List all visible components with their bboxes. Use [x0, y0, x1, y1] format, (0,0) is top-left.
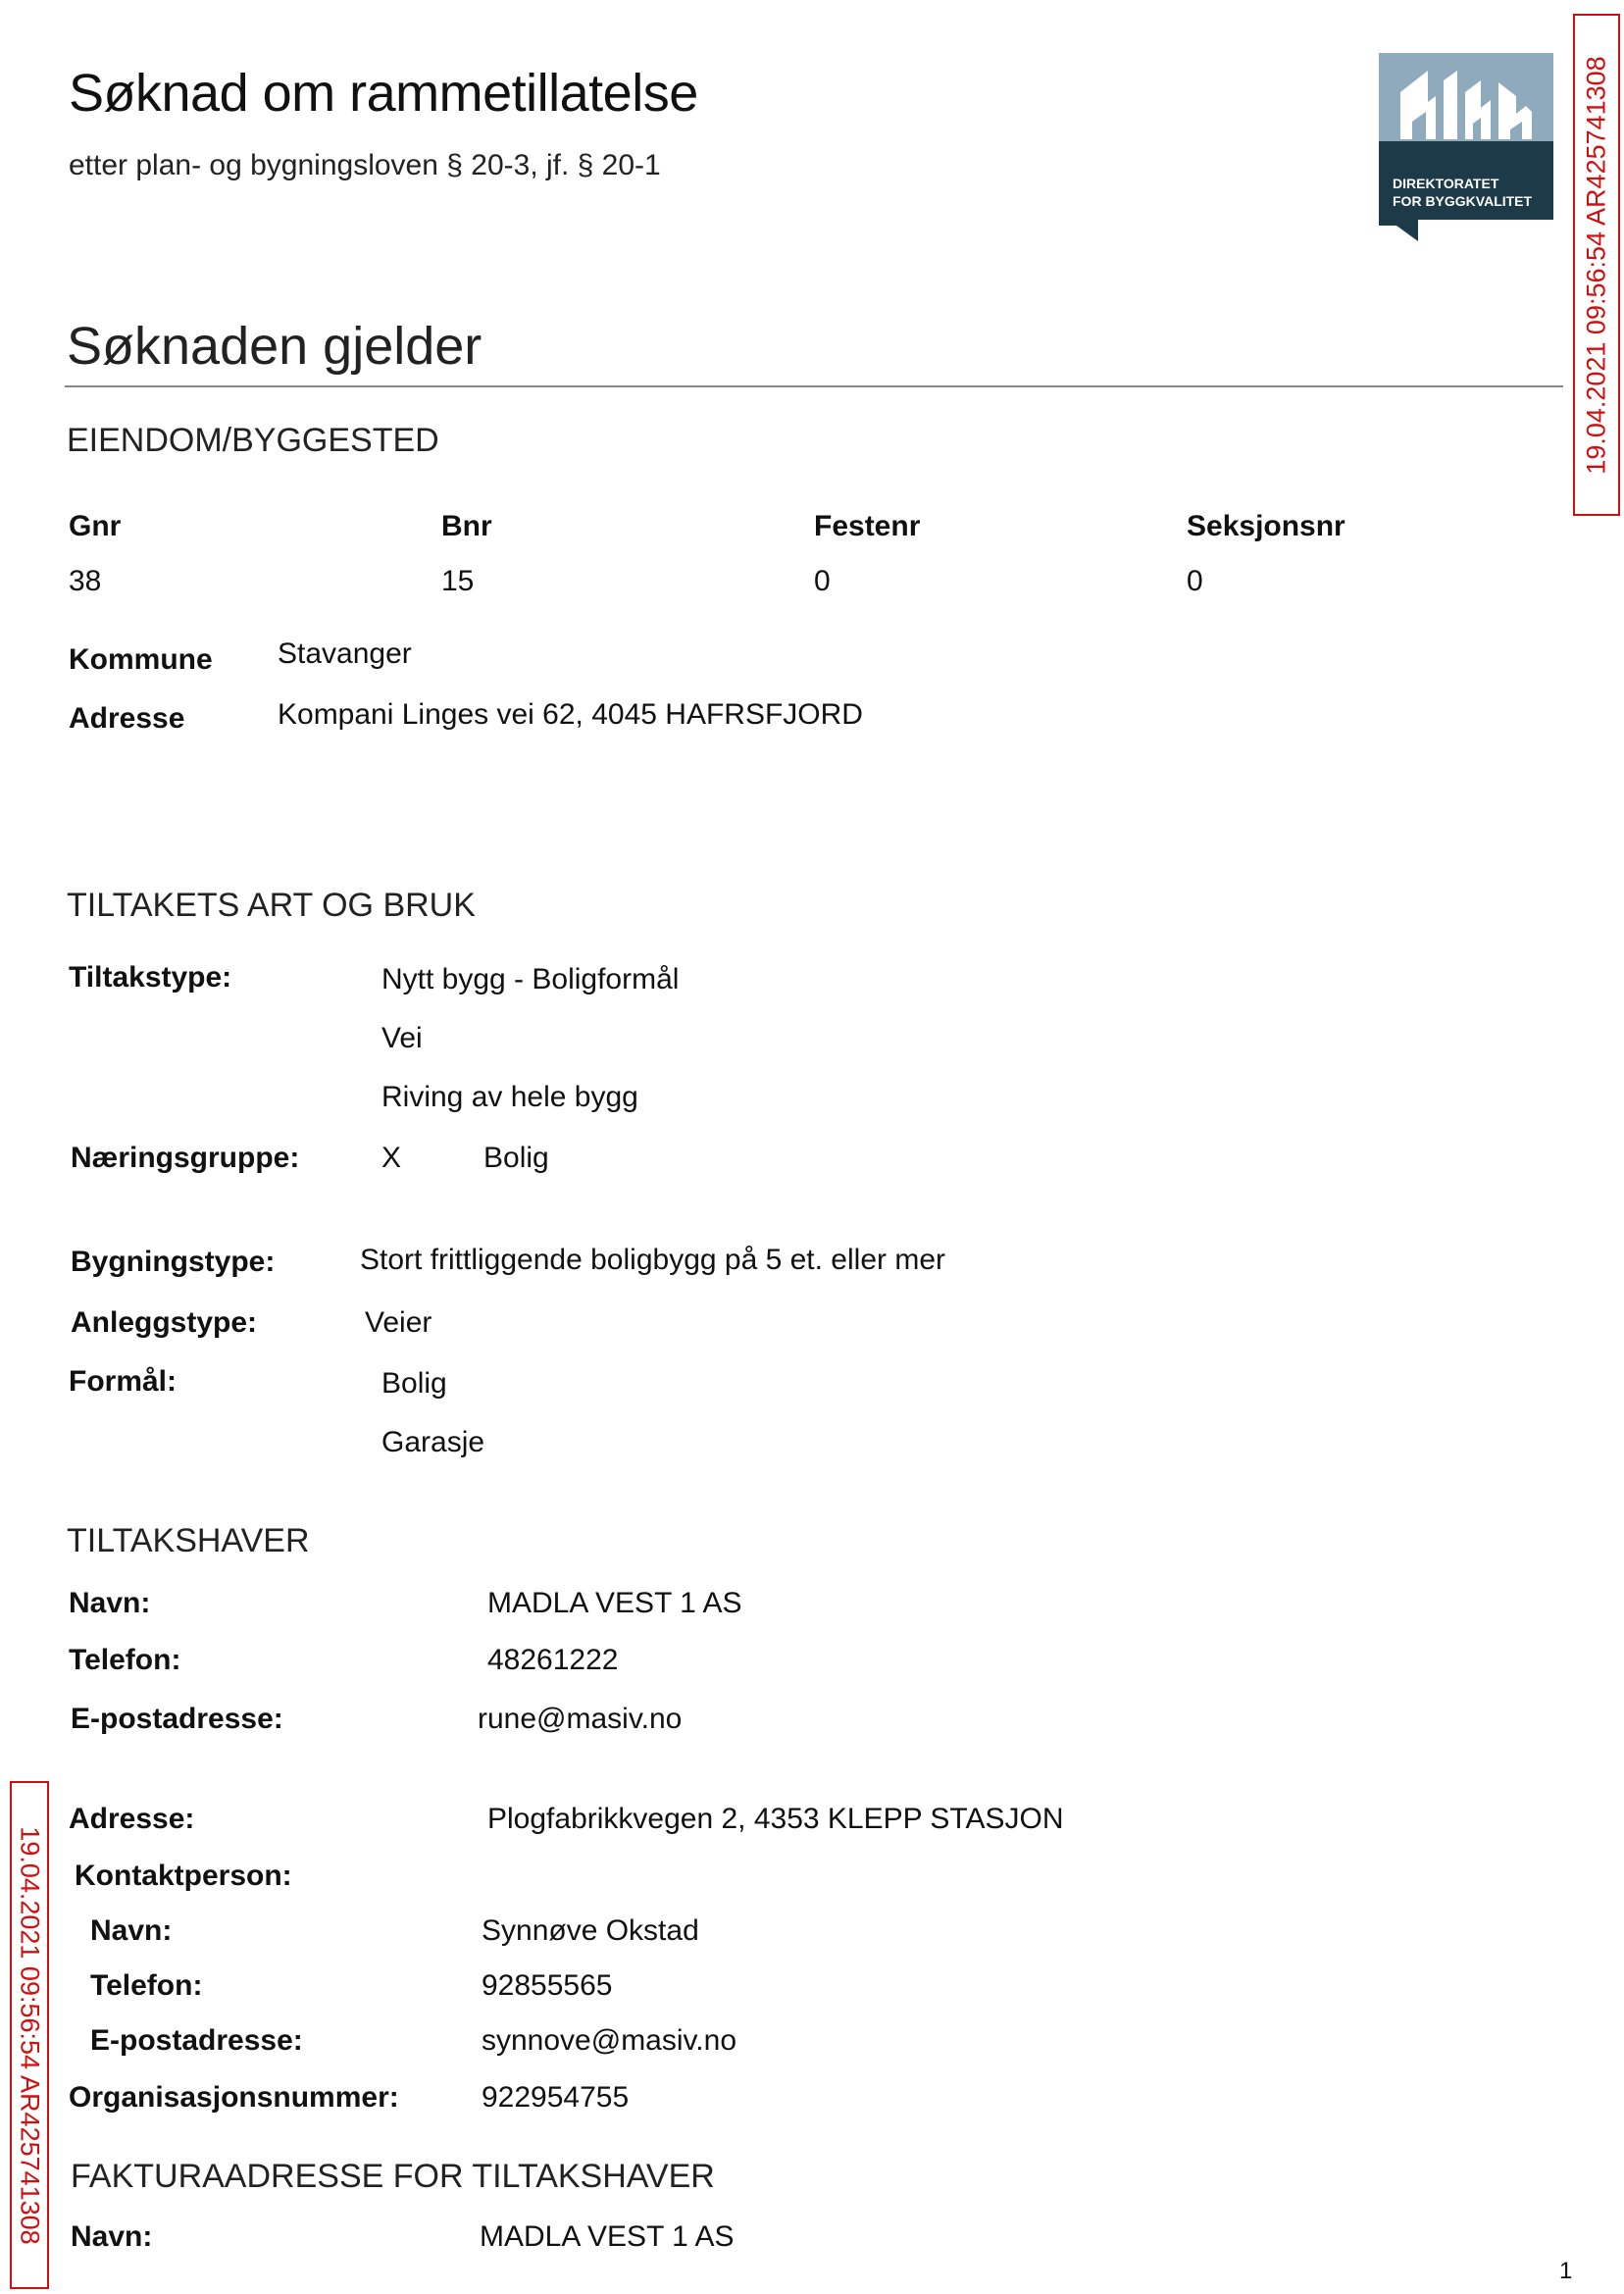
page-number: 1	[1559, 2258, 1573, 2284]
tiltakstype-item: Nytt bygg - Boligformål	[381, 963, 680, 995]
tiltakstype-label: Tiltakstype:	[69, 961, 232, 994]
kontakt-telefon: 92855565	[482, 1969, 613, 2002]
adresse-value: Kompani Linges vei 62, 4045 HAFRSFJORD	[278, 698, 863, 731]
seksjonsnr-value: 0	[1187, 565, 1203, 597]
tiltakshaver-adresse-label: Adresse:	[69, 1803, 195, 1835]
anleggstype-label: Anleggstype:	[71, 1306, 258, 1339]
formal-item: Bolig	[381, 1367, 447, 1400]
orgnr-label: Organisasjonsnummer:	[69, 2081, 399, 2114]
tiltakshaver-telefon-label: Telefon:	[69, 1644, 181, 1676]
kontaktperson-label: Kontaktperson:	[75, 1860, 292, 1892]
tiltakshaver-heading: TILTAKSHAVER	[67, 1522, 310, 1559]
anleggstype-value: Veier	[365, 1306, 432, 1339]
stamp-text: 19.04.2021 09:56:54 AR425741308	[1581, 55, 1611, 475]
seksjonsnr-label: Seksjonsnr	[1187, 510, 1345, 542]
formal-label: Formål:	[69, 1365, 178, 1398]
kontakt-navn: Synnøve Okstad	[482, 1914, 699, 1947]
tiltakshaver-adresse: Plogfabrikkvegen 2, 4353 KLEPP STASJON	[487, 1803, 1064, 1835]
festenr-label: Festenr	[814, 510, 921, 542]
naeringsgruppe-code: X	[381, 1142, 402, 1174]
eiendom-heading: EIENDOM/BYGGESTED	[67, 422, 439, 459]
adresse-label: Adresse	[69, 702, 185, 735]
naeringsgruppe-value: Bolig	[483, 1142, 549, 1174]
gnr-value: 38	[69, 565, 102, 597]
faktura-navn-label: Navn:	[71, 2220, 153, 2253]
document-title: Søknad om rammetillatelse	[69, 64, 698, 123]
festenr-value: 0	[814, 565, 831, 597]
tiltakshaver-epost: rune@masiv.no	[478, 1703, 683, 1735]
kontakt-telefon-label: Telefon:	[90, 1969, 203, 2002]
naeringsgruppe-label: Næringsgruppe:	[71, 1142, 300, 1174]
formal-item: Garasje	[381, 1426, 485, 1458]
section-divider	[65, 385, 1563, 387]
stamp-text: 19.04.2021 09:56:54 AR425741308	[15, 1825, 45, 2245]
bygningstype-value: Stort frittliggende boligbygg på 5 et. eller mer	[360, 1244, 945, 1276]
kommune-value: Stavanger	[278, 637, 412, 670]
kontakt-navn-label: Navn:	[90, 1914, 173, 1947]
received-stamp-right	[1573, 14, 1620, 516]
tiltakshaver-telefon: 48261222	[487, 1644, 619, 1676]
document-subtitle: etter plan- og bygningsloven § 20-3, jf. § 20-1	[69, 149, 661, 181]
faktura-heading: FAKTURAADRESSE FOR TILTAKSHAVER	[71, 2158, 715, 2195]
tiltakshaver-epost-label: E-postadresse:	[71, 1703, 283, 1735]
tiltakshaver-navn-label: Navn:	[69, 1587, 151, 1619]
bygningstype-label: Bygningstype:	[71, 1246, 276, 1278]
logo-text-1: DIREKTORATET	[1393, 176, 1499, 191]
kommune-label: Kommune	[69, 643, 213, 676]
tiltak-heading: TILTAKETS ART OG BRUK	[67, 887, 476, 924]
bnr-value: 15	[441, 565, 475, 597]
section-title: Søknaden gjelder	[67, 317, 482, 376]
dibk-logo	[1379, 53, 1553, 241]
logo-text-2: FOR BYGGKVALITET	[1393, 193, 1533, 209]
bnr-label: Bnr	[441, 510, 492, 542]
tiltakstype-item: Riving av hele bygg	[381, 1081, 638, 1113]
tiltakshaver-navn: MADLA VEST 1 AS	[487, 1587, 742, 1619]
received-stamp-left	[10, 1781, 49, 2289]
tiltakstype-item: Vei	[381, 1022, 423, 1054]
gnr-label: Gnr	[69, 510, 122, 542]
kontakt-epost: synnove@masiv.no	[482, 2024, 737, 2057]
faktura-navn: MADLA VEST 1 AS	[480, 2220, 735, 2253]
orgnr-value: 922954755	[482, 2081, 630, 2114]
kontakt-epost-label: E-postadresse:	[90, 2024, 303, 2057]
